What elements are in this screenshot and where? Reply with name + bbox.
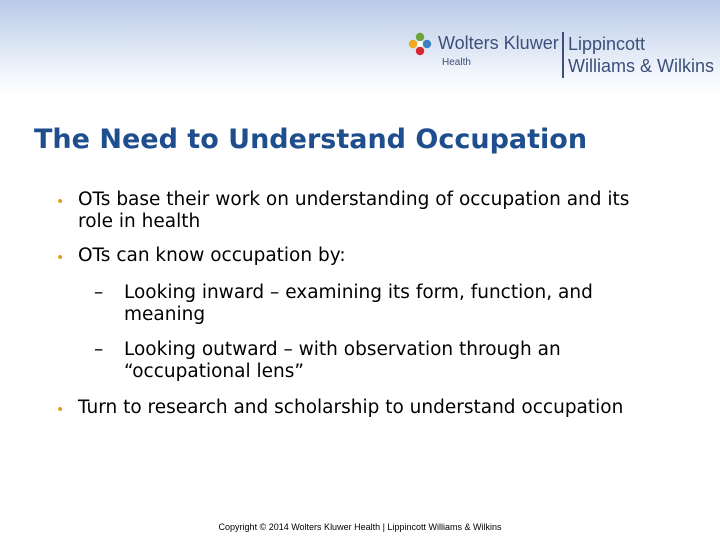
logo-imprint-line-1: Lippincott [568,34,646,54]
bullet-text: OTs base their work on understanding of occupation and its role in health [78,189,630,232]
logo-imprint-line-2: Williams & Wilkins [568,56,714,76]
bullet-text: Turn to research and scholarship to understand occupation [78,397,624,418]
sub-bullet-text: Looking inward – examining its form, function, and meaning [124,282,593,325]
logo-division: Health [442,57,471,68]
sub-bullet-marker: – [94,282,104,303]
bullet-marker: • [56,250,65,266]
logo-divider [562,32,564,78]
bullet-marker: • [56,194,65,210]
sub-bullet-item [94,282,654,326]
bullet-item [56,397,636,419]
bullet-text: OTs can know occupation by: [78,245,346,266]
bullet-marker: • [56,402,65,418]
sub-bullet-text: Looking outward – with observation through an “occupational lens” [124,339,561,382]
bullet-item [56,189,666,233]
copyright-footer: Copyright © 2014 Wolters Kluwer Health | Lippincott Williams & Wilkins [218,522,502,532]
slide-title: The Need to Understand Occupation [34,124,588,155]
logo-brand: Wolters Kluwer [438,33,559,53]
wolters-kluwer-logo-icon [408,32,432,56]
logo-imprint [568,33,714,77]
bullet-item [56,245,666,267]
sub-bullet-marker: – [94,339,104,360]
sub-bullet-item [94,339,654,383]
